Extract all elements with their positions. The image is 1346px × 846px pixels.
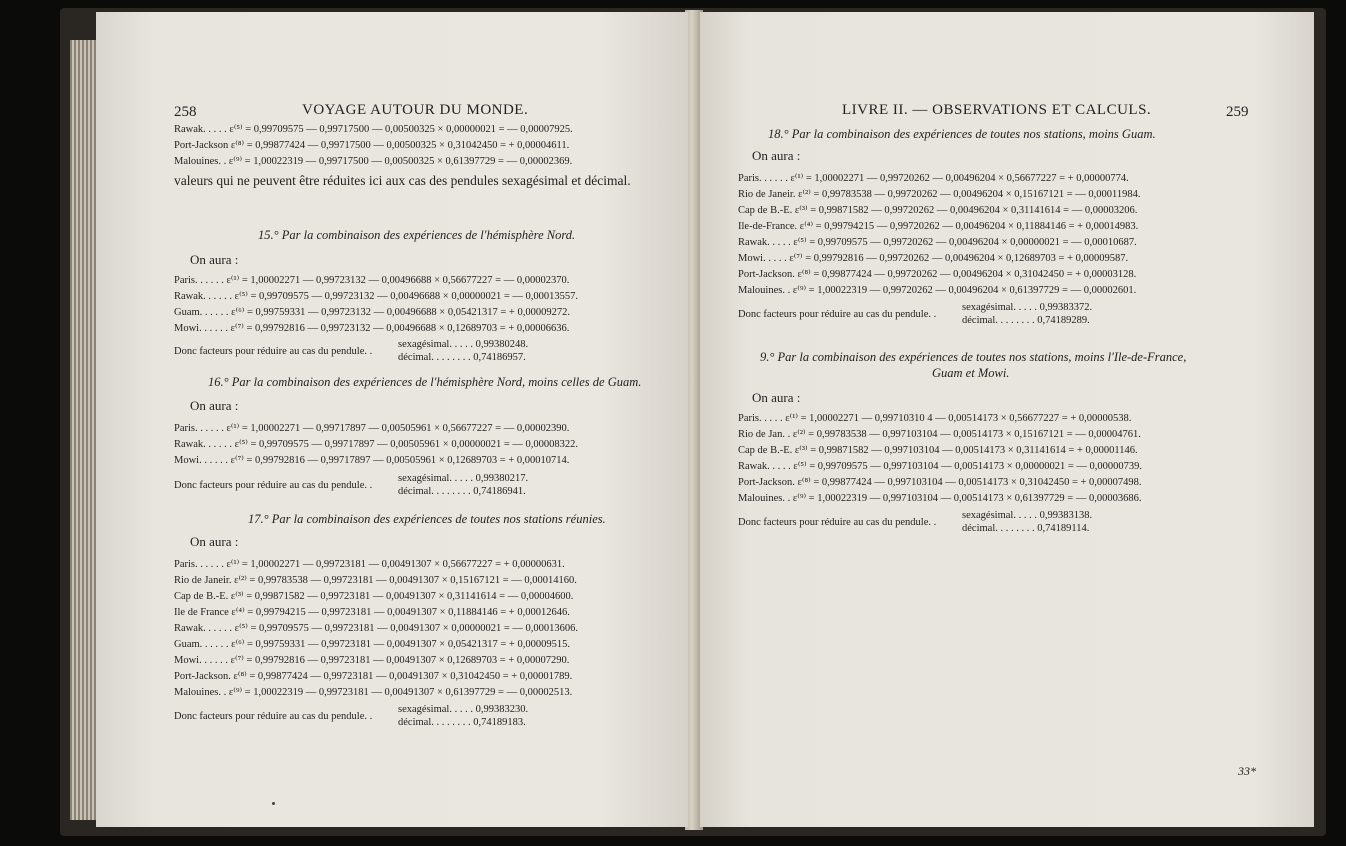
page-edges bbox=[70, 40, 98, 820]
body-paragraph: valeurs qui ne peuvent être réduites ici aux cas des pendules sexagésimal et décimal. bbox=[174, 173, 631, 188]
equation-line: Rawak. . . . . ε⁽⁵⁾ = 0,99709575 — 0,99717500 — 0,00500325 × 0,00000021 = — 0,00007925. bbox=[174, 124, 573, 135]
equation-line: Port-Jackson. ε⁽⁸⁾ = 0,99877424 — 0,997103104 — 0,00514173 × 0,31042450 = + 0,00007498. bbox=[738, 477, 1142, 488]
right-page bbox=[700, 12, 1314, 827]
equation-line: Ile-de-France. ε⁽⁴⁾ = 0,99794215 — 0,99720262 — 0,00496204 × 0,11884146 = + 0,00014983. bbox=[738, 221, 1139, 232]
factors-values bbox=[398, 472, 528, 498]
decimal-value: décimal. . . . . . . . 0,74186957. bbox=[398, 352, 526, 363]
on-aura-label: On aura : bbox=[190, 252, 239, 267]
factors-values bbox=[962, 509, 1092, 535]
on-aura-label: On aura : bbox=[190, 534, 239, 549]
equation-line: Paris. . . . . . ε⁽¹⁾ = 1,00002271 — 0,99723132 — 0,00496688 × 0,56677227 = — 0,00002370. bbox=[174, 275, 570, 286]
factors-label: Donc facteurs pour réduire au cas du pendule. . bbox=[174, 480, 373, 491]
section-title-continued: Guam et Mowi. bbox=[932, 366, 1010, 380]
equation-line: Rio de Janeir. ε⁽²⁾ = 0,99783538 — 0,99723181 — 0,00491307 × 0,15167121 = — 0,00014160. bbox=[174, 575, 577, 586]
sexagesimal-value: sexagésimal. . . . . 0,99380248. bbox=[398, 339, 529, 350]
factors-label: Donc facteurs pour réduire au cas du pendule. . bbox=[738, 517, 937, 528]
sexagesimal-value: sexagésimal. . . . . 0,99383138. bbox=[962, 510, 1093, 521]
equation-line: Paris. . . . . . ε⁽¹⁾ = 1,00002271 — 0,99717897 — 0,00505961 × 0,56677227 = — 0,00002390. bbox=[174, 423, 570, 434]
equation-line: Guam. . . . . . ε⁽⁶⁾ = 0,99759331 — 0,99723181 — 0,00491307 × 0,05421317 = + 0,00009515. bbox=[174, 639, 570, 650]
sexagesimal-value: sexagésimal. . . . . 0,99380217. bbox=[398, 473, 529, 484]
decimal-value: décimal. . . . . . . . 0,74189183. bbox=[398, 717, 526, 728]
equation-line: Paris. . . . . . ε⁽¹⁾ = 1,00002271 — 0,99720262 — 0,00496204 × 0,56677227 = + 0,00000774. bbox=[738, 173, 1129, 184]
equation-line: Malouines. . ε⁽⁹⁾ = 1,00022319 — 0,99720262 — 0,00496204 × 0,61397729 = — 0,00002601. bbox=[738, 285, 1137, 296]
equation-line: Port-Jackson ε⁽⁸⁾ = 0,99877424 — 0,99717500 — 0,00500325 × 0,31042450 = + 0,00004611. bbox=[174, 140, 570, 151]
left-page bbox=[96, 12, 688, 827]
equation-line: Cap de B.-E. ε⁽³⁾ = 0,99871582 — 0,99723181 — 0,00491307 × 0,31141614 = — 0,00004600. bbox=[174, 591, 574, 602]
equation-line: Mowi. . . . . . ε⁽⁷⁾ = 0,99792816 — 0,99723132 — 0,00496688 × 0,12689703 = + 0,00006636. bbox=[174, 323, 570, 334]
decimal-value: décimal. . . . . . . . 0,74189289. bbox=[962, 315, 1090, 326]
sexagesimal-value: sexagésimal. . . . . 0,99383372. bbox=[962, 302, 1093, 313]
equation-line: Rawak. . . . . . ε⁽⁵⁾ = 0,99709575 — 0,99723132 — 0,00496688 × 0,00000021 = — 0,00013557. bbox=[174, 291, 579, 302]
running-head: LIVRE II. — OBSERVATIONS ET CALCULS. bbox=[842, 102, 1152, 118]
equation-line: Rawak. . . . . . ε⁽⁵⁾ = 0,99709575 — 0,99723181 — 0,00491307 × 0,00000021 = — 0,00013606. bbox=[174, 623, 579, 634]
equation-line: Rio de Janeir. ε⁽²⁾ = 0,99783538 — 0,99720262 — 0,00496204 × 0,15167121 = — 0,00011984. bbox=[738, 189, 1141, 200]
equation-line: Mowi. . . . . ε⁽⁷⁾ = 0,99792816 — 0,99720262 — 0,00496204 × 0,12689703 = + 0,00009587. bbox=[738, 253, 1129, 264]
equation-line: Cap de B.-E. ε⁽³⁾ = 0,99871582 — 0,99720262 — 0,00496204 × 0,31141614 = — 0,00003206. bbox=[738, 205, 1138, 216]
section-title: 15.° Par la combinaison des expériences de l'hémisphère Nord. bbox=[258, 228, 576, 242]
decimal-value: décimal. . . . . . . . 0,74189114. bbox=[962, 523, 1090, 534]
equation-line: Paris. . . . . . ε⁽¹⁾ = 1,00002271 — 0,99723181 — 0,00491307 × 0,56677227 = + 0,00000631. bbox=[174, 559, 565, 570]
sexagesimal-value: sexagésimal. . . . . 0,99383230. bbox=[398, 704, 529, 715]
page-number: 258 bbox=[174, 104, 197, 120]
equation-line: Mowi. . . . . . ε⁽⁷⁾ = 0,99792816 — 0,99717897 — 0,00505961 × 0,12689703 = + 0,00010714. bbox=[174, 455, 570, 466]
running-head: VOYAGE AUTOUR DU MONDE. bbox=[302, 102, 529, 118]
factors-values bbox=[398, 338, 528, 364]
equation-line: Mowi. . . . . . ε⁽⁷⁾ = 0,99792816 — 0,99723181 — 0,00491307 × 0,12689703 = + 0,00007290. bbox=[174, 655, 570, 666]
on-aura-label: On aura : bbox=[752, 148, 801, 163]
equation-line: Malouines. . ε⁽⁹⁾ = 1,00022319 — 0,99723181 — 0,00491307 × 0,61397729 = — 0,00002513. bbox=[174, 687, 573, 698]
page-speck bbox=[272, 802, 275, 805]
equation-line: Rio de Jan. . ε⁽²⁾ = 0,99783538 — 0,997103104 — 0,00514173 × 0,15167121 = — 0,00004761. bbox=[738, 429, 1141, 440]
factors-values bbox=[962, 301, 1092, 327]
section-title: 18.° Par la combinaison des expériences de toutes nos stations, moins Guam. bbox=[768, 127, 1156, 141]
equation-line: Rawak. . . . . ε⁽⁵⁾ = 0,99709575 — 0,997103104 — 0,00514173 × 0,00000021 = — 0,00000739. bbox=[738, 461, 1143, 472]
on-aura-label: On aura : bbox=[752, 390, 801, 405]
section-title: 16.° Par la combinaison des expériences de l'hémisphère Nord, moins celles de Guam. bbox=[208, 375, 642, 389]
decimal-value: décimal. . . . . . . . 0,74186941. bbox=[398, 486, 526, 497]
equation-line: Rawak. . . . . . ε⁽⁵⁾ = 0,99709575 — 0,99717897 — 0,00505961 × 0,00000021 = — 0,00008322. bbox=[174, 439, 579, 450]
section-title: 17.° Par la combinaison des expériences de toutes nos stations réunies. bbox=[248, 512, 606, 526]
equation-line: Paris. . . . . ε⁽¹⁾ = 1,00002271 — 0,99710310 4 — 0,00514173 × 0,56677227 = + 0,00000538. bbox=[738, 413, 1132, 424]
equation-line: Port-Jackson. ε⁽⁸⁾ = 0,99877424 — 0,99723181 — 0,00491307 × 0,31042450 = + 0,00001789. bbox=[174, 671, 573, 682]
equation-line: Cap de B.-E. ε⁽³⁾ = 0,99871582 — 0,997103104 — 0,00514173 × 0,31141614 = + 0,00001146. bbox=[738, 445, 1138, 456]
page-number: 259 bbox=[1226, 104, 1249, 120]
factors-values bbox=[398, 703, 528, 729]
signature-mark: 33* bbox=[1238, 764, 1256, 778]
on-aura-label: On aura : bbox=[190, 398, 239, 413]
equation-line: Malouines. . ε⁽⁹⁾ = 1,00022319 — 0,99717500 — 0,00500325 × 0,61397729 = — 0,00002369. bbox=[174, 156, 573, 167]
equation-line: Malouines. . ε⁽⁹⁾ = 1,00022319 — 0,997103104 — 0,00514173 × 0,61397729 = — 0,00003686. bbox=[738, 493, 1142, 504]
factors-label: Donc facteurs pour réduire au cas du pendule. . bbox=[174, 346, 373, 357]
factors-label: Donc facteurs pour réduire au cas du pendule. . bbox=[174, 711, 373, 722]
equation-line: Rawak. . . . . ε⁽⁵⁾ = 0,99709575 — 0,99720262 — 0,00496204 × 0,00000021 = — 0,00010687. bbox=[738, 237, 1137, 248]
equation-line: Port-Jackson. ε⁽⁸⁾ = 0,99877424 — 0,99720262 — 0,00496204 × 0,31042450 = + 0,00003128. bbox=[738, 269, 1137, 280]
factors-label: Donc facteurs pour réduire au cas du pendule. . bbox=[738, 309, 937, 320]
section-title: 9.° Par la combinaison des expériences de toutes nos stations, moins l'Ile-de-France, bbox=[760, 350, 1187, 364]
equation-line: Ile de France ε⁽⁴⁾ = 0,99794215 — 0,99723181 — 0,00491307 × 0,11884146 = + 0,00012646. bbox=[174, 607, 570, 618]
equation-line: Guam. . . . . . ε⁽⁶⁾ = 0,99759331 — 0,99723132 — 0,00496688 × 0,05421317 = + 0,00009272. bbox=[174, 307, 570, 318]
